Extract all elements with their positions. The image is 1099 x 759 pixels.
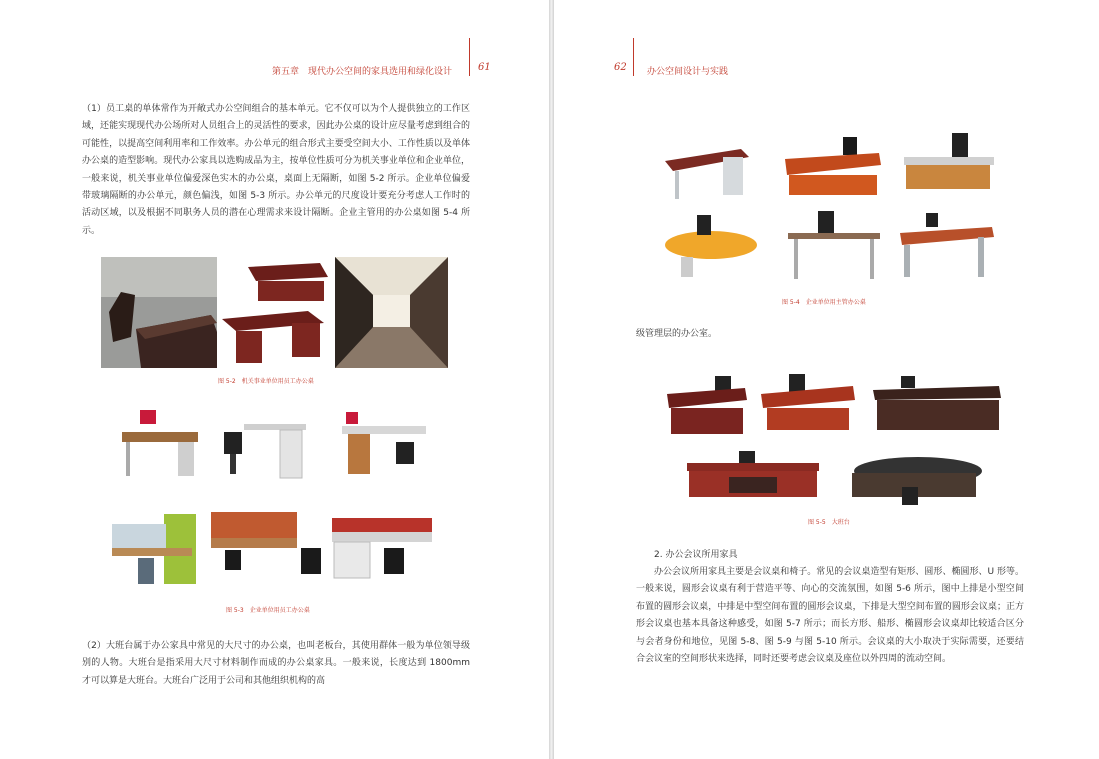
manager-desk-photo	[661, 131, 751, 201]
left-page	[0, 0, 549, 759]
office-desk-photo	[101, 257, 217, 368]
figure-caption: 图 5-4 企业单位用主管办公桌	[782, 299, 866, 306]
executive-desk-photo	[685, 449, 821, 499]
workstation-photo	[326, 512, 436, 590]
manager-desk-photo	[661, 207, 759, 283]
office-corridor-photo	[335, 257, 448, 368]
figure-caption: 图 5-3 企业单位用员工办公桌	[226, 607, 310, 614]
header-rule	[633, 38, 634, 76]
body-paragraph: 级管理层的办公室。	[636, 329, 718, 339]
office-desk-photo	[218, 257, 332, 368]
workstation-photo	[338, 404, 432, 486]
workstation-photo	[118, 404, 202, 484]
running-head: 办公空间设计与实践	[647, 67, 729, 77]
manager-desk-photo	[783, 131, 884, 201]
manager-desk-photo	[900, 131, 998, 201]
manager-desk-photo	[896, 207, 998, 283]
figure-caption: 图 5-2 机关事业单位用员工办公桌	[218, 378, 314, 385]
executive-desk-photo	[665, 372, 749, 438]
workstation-photo	[205, 508, 325, 590]
executive-desk-photo	[759, 372, 857, 436]
section-heading: 2. 办公会议所用家具	[654, 550, 738, 560]
workstation-photo	[108, 510, 198, 588]
body-paragraph: （2）大班台属于办公家具中常见的大尺寸的办公桌，也叫老板台，其使用群体一般为单位领导级别的人物。大班台是指采用大尺寸材料制作而成的办公桌家具。一般来说，长度达到 1800mm 才可以算是大班台。大班台广泛用于公司和其他组织机构的高	[82, 641, 470, 686]
executive-desk-photo	[842, 449, 984, 507]
header-rule	[469, 38, 470, 76]
page-number: 62	[614, 62, 627, 73]
right-page	[554, 0, 1099, 759]
body-paragraph: （1）员工桌的单体常作为开敞式办公空间组合的基本单元。它不仅可以为个人提供独立的工作区域，还能实现现代办公场所对人员组合上的灵活性的要求，因此办公桌的设计应尽量考虑到组合的可能性，以提高空间利用率和工作效率。办公单元的组合形式主要受空间大小、工作性质以及单体办公桌的造型影响。现代办公家具以选购成品为主，按单位性质可分为机关事业单位和企业单位，一般来说，机关事业单位偏爱深色实木的办公桌，桌面上无隔断，如图 5-2 所示。企业单位偏爱带玻璃隔断的办公单元，颜色偏浅，如图 5-3 所示。办公单元的尺度设计要充分考虑人工作时的活动区域，以及根据不同职务人员的潜在心理需求来设计隔断。企业主管用的办公桌如图 5-4 所示。	[82, 104, 470, 236]
figure-caption: 图 5-5 大班台	[808, 519, 850, 526]
workstation-photo	[218, 404, 310, 486]
running-head: 第五章 现代办公空间的家具选用和绿化设计	[272, 67, 453, 77]
body-paragraph: 办公会议所用家具主要是会议桌和椅子。常见的会议桌造型有矩形、圆形、椭圆形、U 形等。一般来说，圆形会议桌有利于营造平等、向心的交流氛围，如图 5-6 所示，图中上排是小型空间布置的圆形会议桌，中排是中型空间布置的圆形会议桌，下排是大型空间布置的圆形会议桌；正方形会议桌也基本具备这种感受，如图 5-7 所示；而长方形、船形、椭圆形会议桌却比较适合区分与会者身份和地位，见图 5-8、图 5-9 与图 5-10 所示。会议桌的大小取决于实际需要，还要结合会议室的空间形状来选择，同时还要考虑会议桌及座位以外四周的流动空间。	[636, 567, 1024, 665]
manager-desk-photo	[784, 207, 884, 283]
page-number: 61	[478, 62, 491, 73]
executive-desk-photo	[871, 372, 1003, 434]
